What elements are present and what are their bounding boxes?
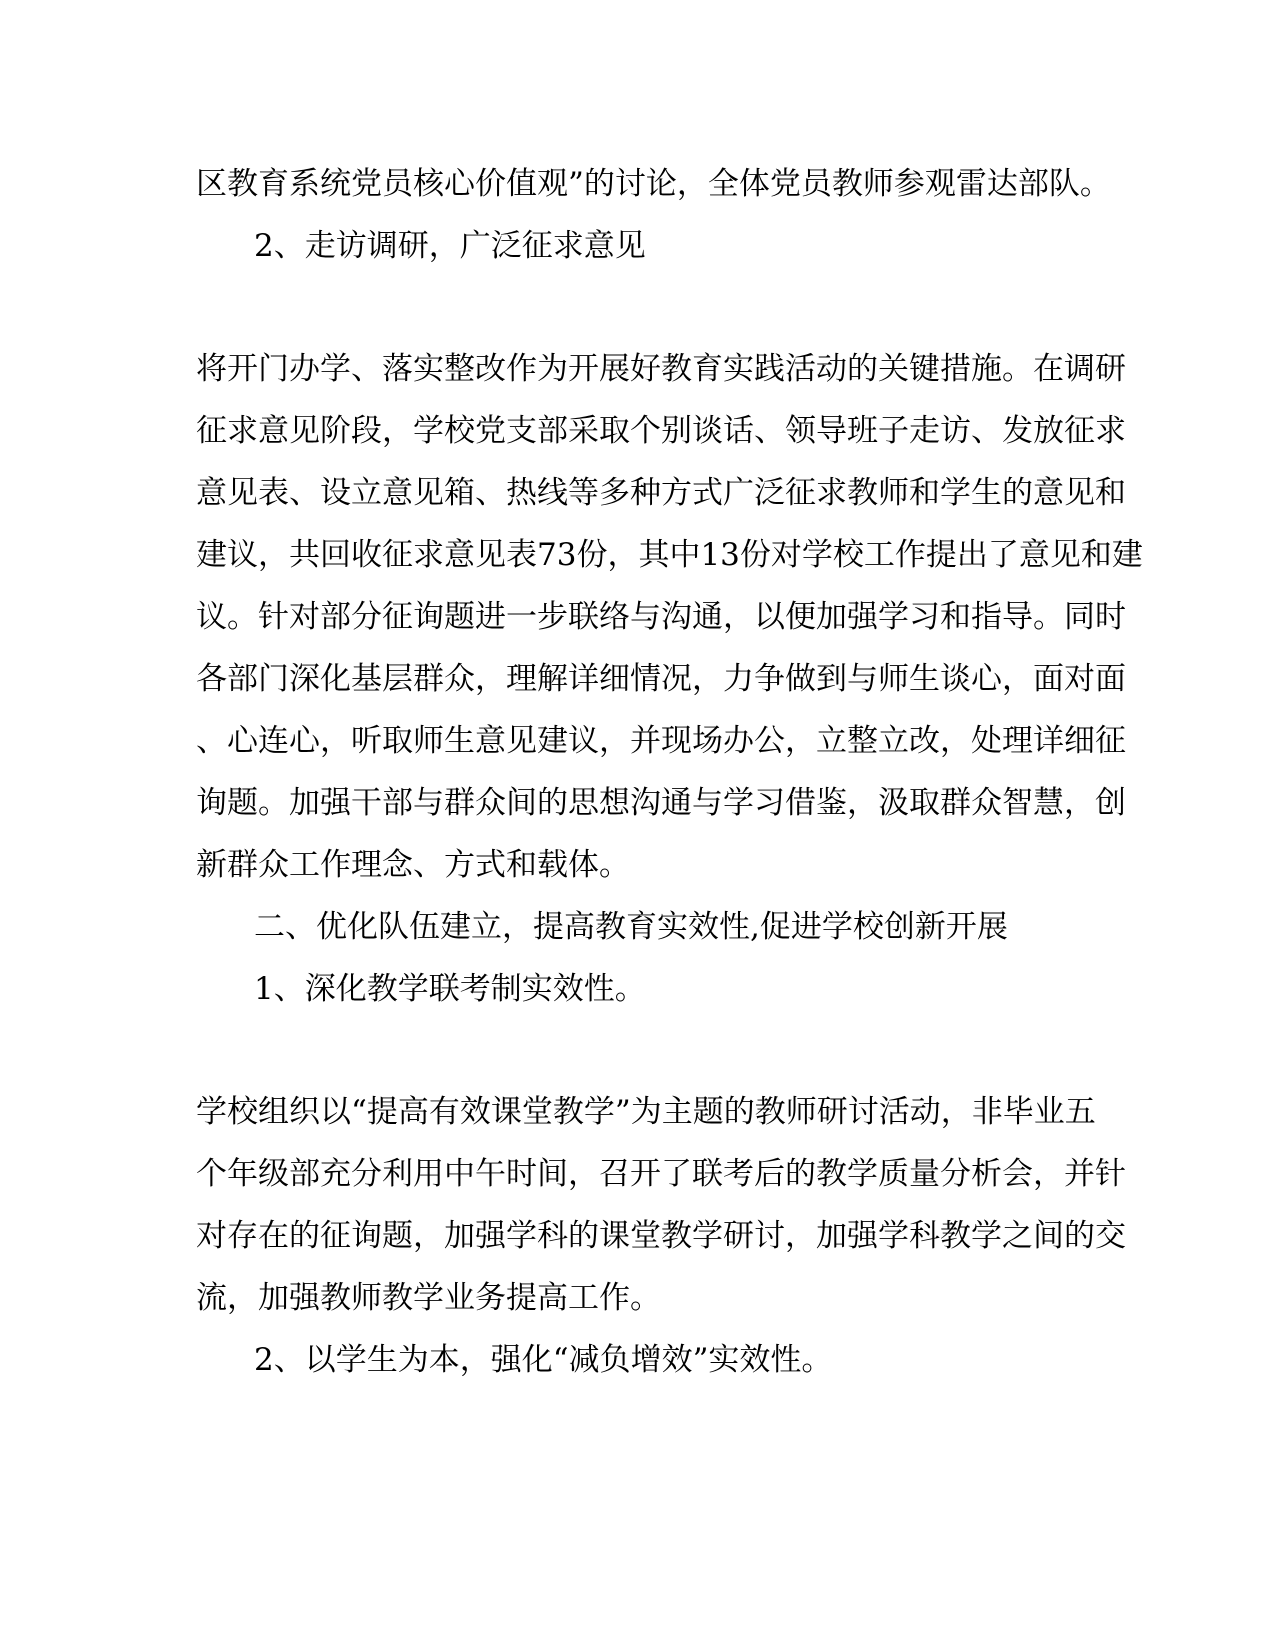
section-heading: 二、优化队伍建立，提高教育实效性,促进学校创新开展 <box>254 909 1008 945</box>
paragraph-line: 各部门深化基层群众，理解详细情况，力争做到与师生谈心，面对面 <box>196 661 1126 697</box>
paragraph-line: 意见表、设立意见箱、热线等多种方式广泛征求教师和学生的意见和 <box>196 475 1126 511</box>
paragraph-line: 议。针对部分征询题进一步联络与沟通，以便加强学习和指导。同时 <box>196 599 1126 635</box>
paragraph-line: 学校组织以“提高有效课堂教学”为主题的教师研讨活动，非毕业五 <box>196 1094 1096 1130</box>
paragraph-line: 流，加强教师教学业务提高工作。 <box>196 1280 661 1316</box>
paragraph-line: 建议，共回收征求意见表73份，其中13份对学校工作提出了意见和建 <box>196 537 1143 573</box>
paragraph-line: 征求意见阶段，学校党支部采取个别谈话、领导班子走访、发放征求 <box>196 413 1126 449</box>
section-heading: 2、走访调研，广泛征求意见 <box>254 228 646 264</box>
paragraph-line: 对存在的征询题，加强学科的课堂教学研讨，加强学科教学之间的交 <box>196 1218 1126 1254</box>
section-heading: 2、以学生为本，强化“减负增效”实效性。 <box>254 1342 833 1378</box>
paragraph-line: 新群众工作理念、方式和载体。 <box>196 847 630 883</box>
paragraph-line: 将开门办学、落实整改作为开展好教育实践活动的关键措施。在调研 <box>196 351 1126 387</box>
paragraph-line: 区教育系统党员核心价值观”的讨论，全体党员教师参观雷达部队。 <box>196 166 1111 202</box>
section-heading: 1、深化教学联考制实效性。 <box>254 971 646 1007</box>
paragraph-line: 询题。加强干部与群众间的思想沟通与学习借鉴，汲取群众智慧，创 <box>196 785 1126 821</box>
paragraph-line: 、心连心，听取师生意见建议，并现场办公，立整立改，处理详细征 <box>196 723 1126 759</box>
paragraph-line: 个年级部充分利用中午时间，召开了联考后的教学质量分析会，并针 <box>196 1156 1126 1192</box>
